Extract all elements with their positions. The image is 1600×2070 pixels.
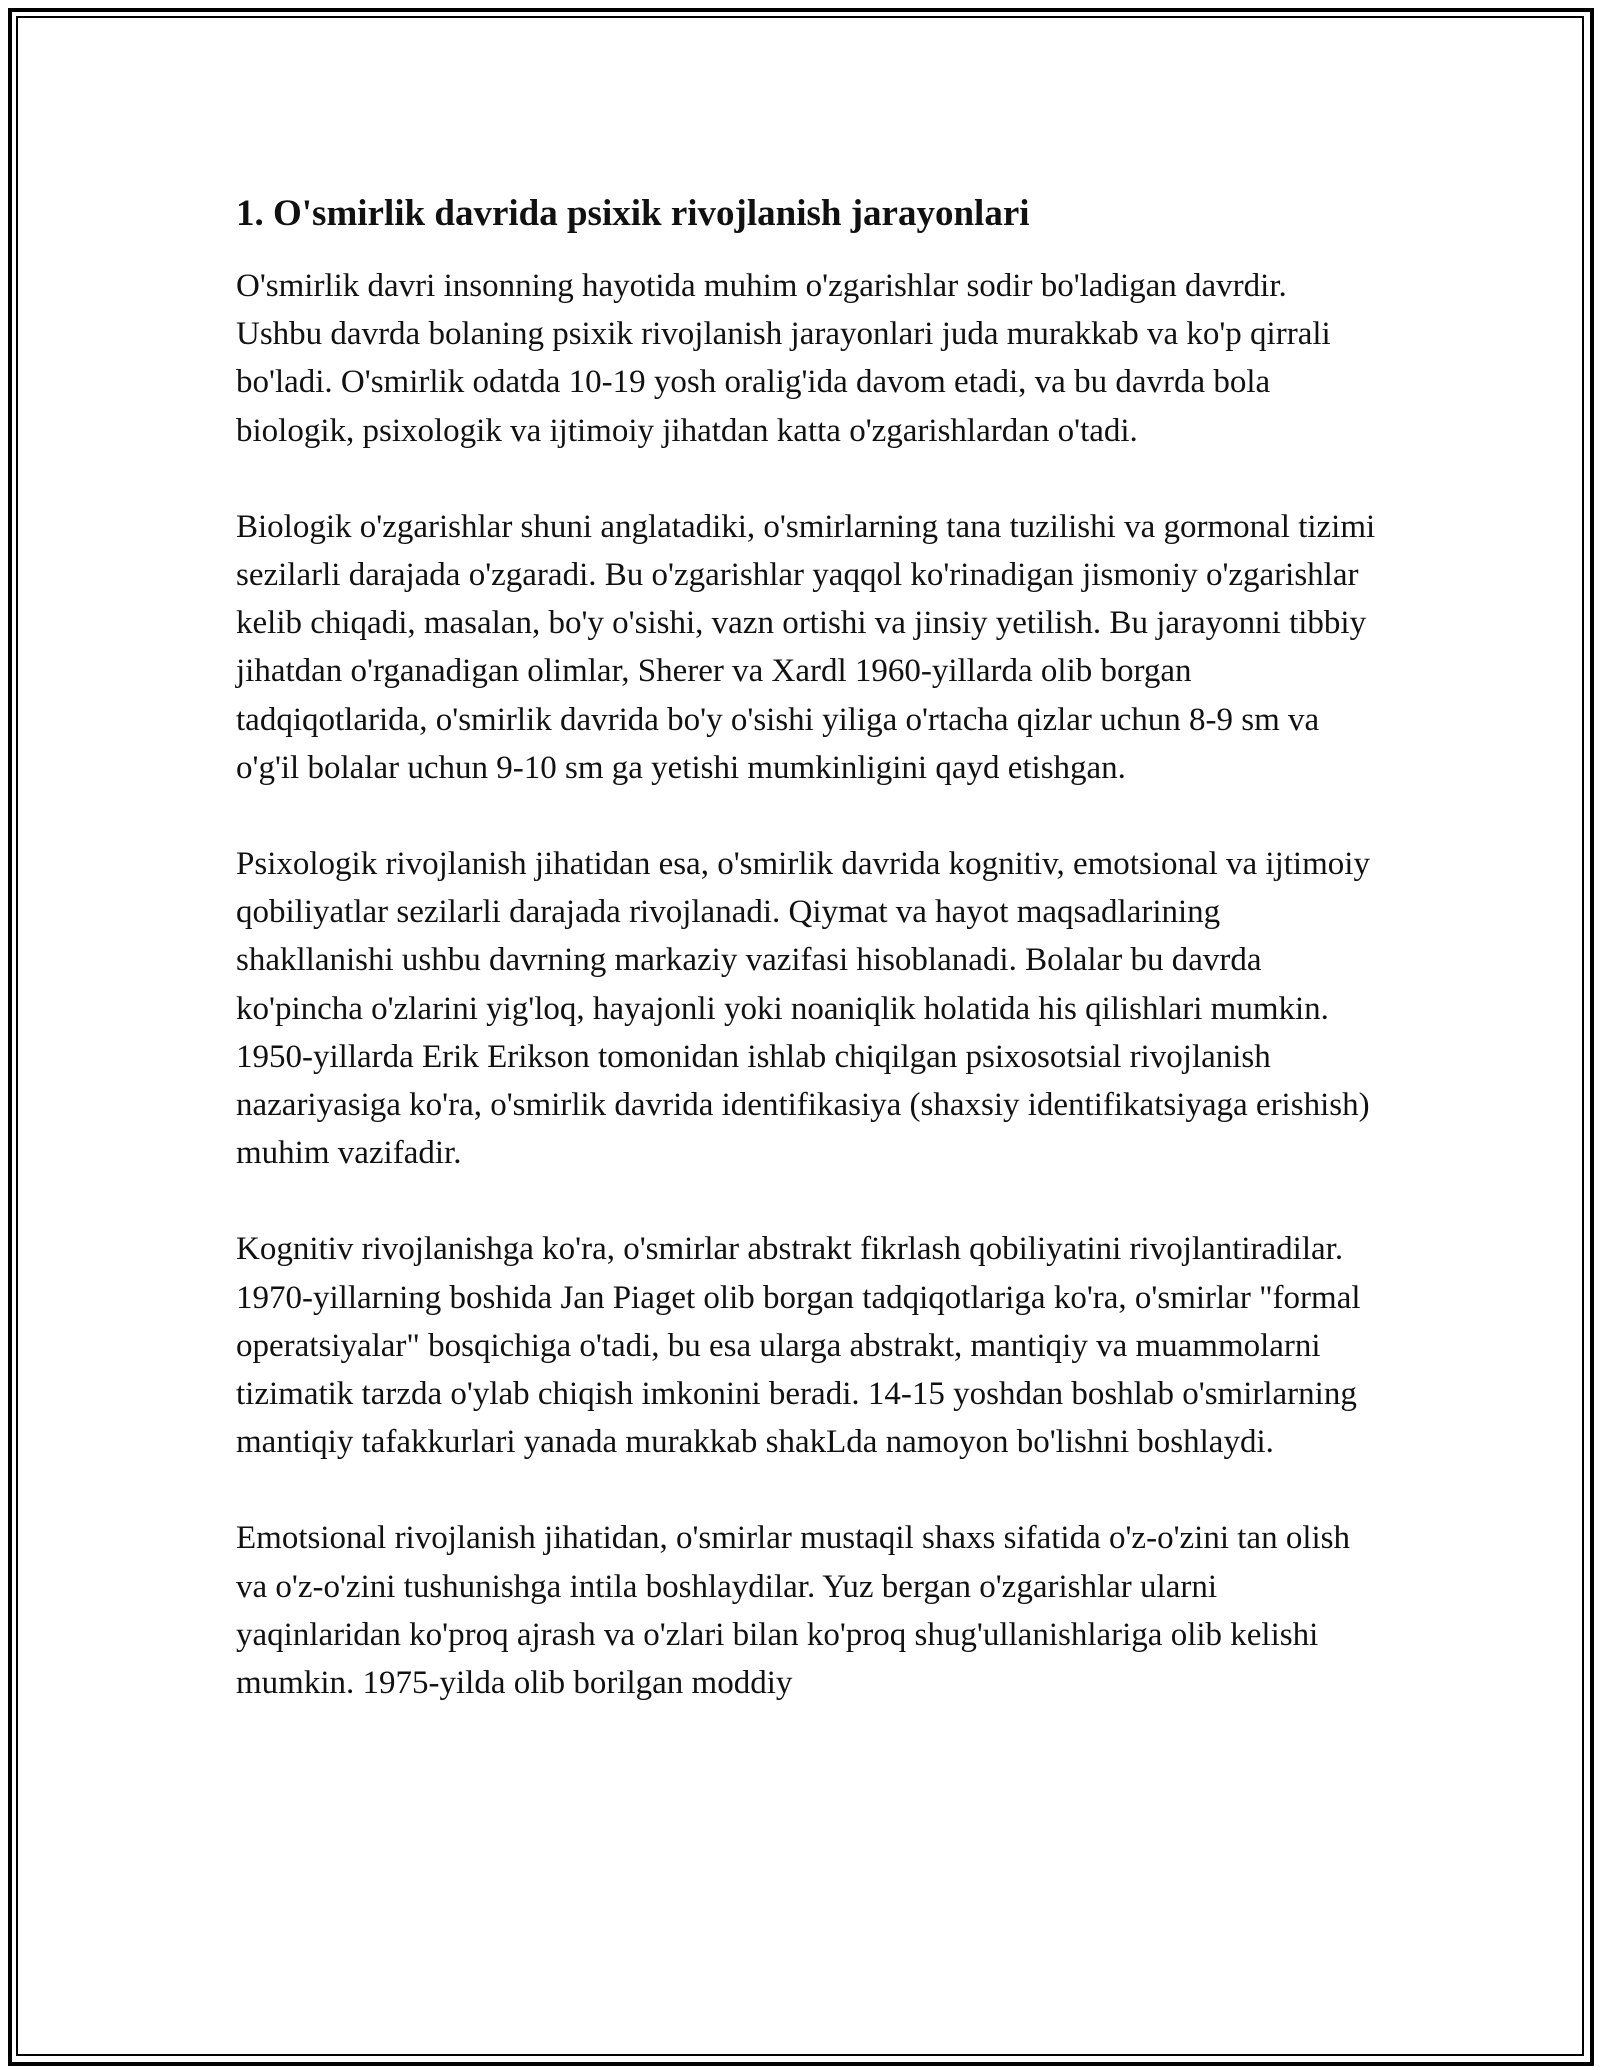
document-body — [236, 188, 1376, 1707]
paragraph-intro: O'smirlik davri insonning hayotida muhim o'zgarishlar sodir bo'ladigan davrdir. Ushbu davrda bolaning psixik rivojlanish jarayonlari juda murakkab va ko'p qirrali bo'ladi. O'smirlik odatda 10-19 yosh oralig'ida davom etadi, va bu davrda bola biologik, psixologik va ijtimoiy jihatdan katta o'zgarishlardan o'tadi. — [236, 268, 1331, 449]
paragraph-psychological: Psixologik rivojlanish jihatidan esa, o'smirlik davrida kognitiv, emotsional va ijtimoiy qobiliyatlar sezilarli darajada rivojlanadi. Qiymat va hayot maqsadlarining shakllanishi ushbu davrning markaziy vazifasi hisoblanadi. Bolalar bu davrda ko'pincha o'zlarini yig'loq, hayajonli yoki noaniqlik holatida his qilishlari mumkin. 1950-yillarda Erik Erikson tomonidan ishlab chiqilgan psixosotsial rivojlanish nazariyasiga ko'ra, o'smirlik davrida identifikasiya (shaxsiy identifikatsiyaga erishish) muhim vazifadir. — [236, 846, 1370, 1172]
paragraph-cognitive: Kognitiv rivojlanishga ko'ra, o'smirlar abstrakt fikrlash qobiliyatini rivojlantiradilar. 1970-yillarning boshida Jan Piaget olib borgan tadqiqotlariga ko'ra, o'smirlar "formal operatsiyalar" bosqichiga o'tadi, bu esa ularga abstrakt, mantiqiy va muammolarni tizimatik tarzda o'ylab chiqish imkonini beradi. 14-15 yoshdan boshlab o'smirlarning mantiqiy tafakkurlari yanada murakkab shakLda namoyon bo'lishni boshlaydi. — [236, 1231, 1361, 1461]
section-heading: 1. O'smirlik davrida psixik rivojlanish jarayonlari — [236, 193, 1030, 234]
paragraph-emotional: Emotsional rivojlanish jihatidan, o'smirlar mustaqil shaxs sifatida o'z-o'zini tan olish va o'z-o'zini tushunishga intila boshlaydilar. Yuz bergan o'zgarishlar ularni yaqinlaridan ko'proq ajrash va o'zlari bilan ko'proq shug'ullanishlariga olib kelishi mumkin. 1975-yilda olib borilgan moddiy — [236, 1520, 1350, 1702]
paragraph-biological: Biologik o'zgarishlar shuni anglatadiki, o'smirlarning tana tuzilishi va gormonal tizimi sezilarli darajada o'zgaradi. Bu o'zgarishlar yaqqol ko'rinadigan jismoniy o'zgarishlar kelib chiqadi, masalan, bo'y o'sishi, vazn ortishi va jinsiy yetilish. Bu jarayonni tibbiy jihatdan o'rganadigan olimlar, Sherer va Xardl 1960-yillarda olib borgan tadqiqotlarida, o'smirlik davrida bo'y o'sishi yiliga o'rtacha qizlar uchun 8-9 sm va o'g'il bolalar uchun 9-10 sm ga yetishi mumkinligini qayd etishgan. — [236, 508, 1376, 786]
